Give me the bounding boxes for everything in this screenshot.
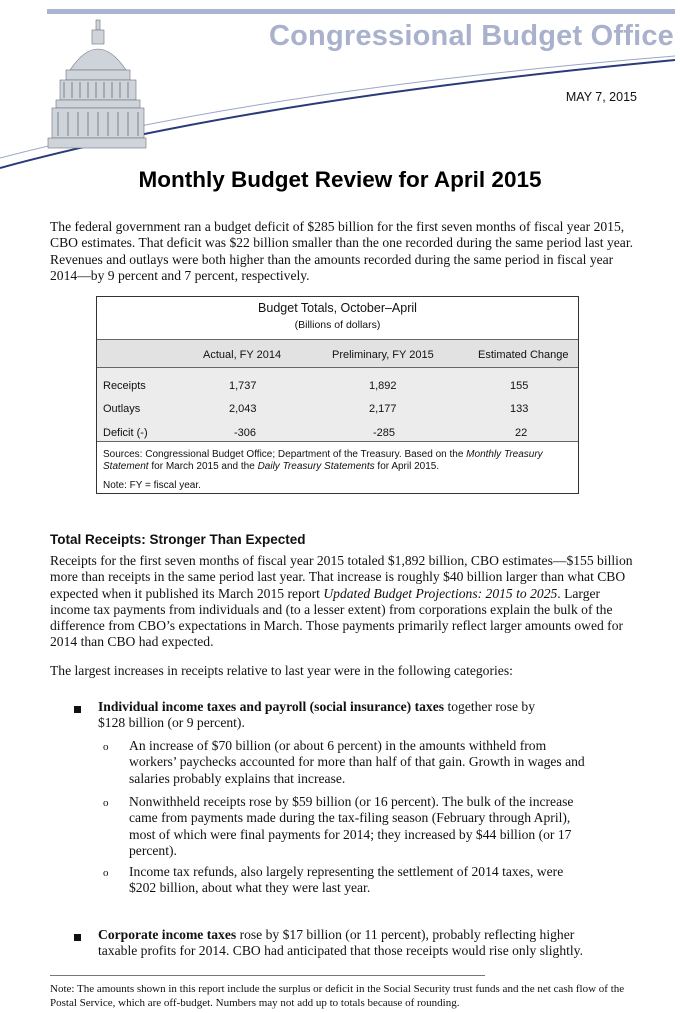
receipts-paragraph [50, 553, 640, 651]
list-item [98, 927, 588, 960]
sources-text: Sources: Congressional Budget Office; Department of the Treasury. Based on the [103, 449, 467, 460]
bullet-square-icon [74, 934, 81, 941]
budget-totals-table [96, 296, 579, 494]
column-header: Actual, FY 2014 [203, 349, 282, 361]
footnote: Note: The amounts shown in this report include the surplus or deficit in the Social Security trust funds and the net cash flow of the Postal Service, which are off-budget. Numbers may not add up to totals because of rounding. [50, 983, 625, 1009]
report-title-italic: Updated Budget Projections: 2015 to 2025 [323, 585, 558, 601]
bullet-text: rose by $17 billion (or 11 percent), probably reflecting higher taxable profits for 2014. CBO had anticipated that those receipts would rise only slightly. [98, 927, 583, 959]
table-title: Budget Totals, October–April [258, 301, 417, 315]
table-cell: 155 [510, 380, 529, 392]
row-label: Outlays [103, 403, 141, 415]
page-title: Monthly Budget Review for April 2015 [138, 167, 542, 192]
sub-list-item: An increase of $70 billion (or about 6 percent) in the amounts withheld from workers’ paychecks accounted for more than half of that gain. Growth in wages and salaries probably explains that increase. [129, 738, 585, 786]
table-cell: 2,043 [229, 403, 257, 415]
row-label: Receipts [103, 380, 146, 392]
list-item [98, 699, 538, 732]
table-note: Note: FY = fiscal year. [103, 480, 201, 491]
bullet-circle-icon: o [103, 741, 109, 753]
bullet-bold: Corporate income taxes [98, 927, 237, 942]
report-date: MAY 7, 2015 [565, 90, 637, 104]
bullet-bold: Individual income taxes and payroll (social insurance) taxes [98, 699, 445, 714]
intro-paragraph: The federal government ran a budget deficit of $285 billion for the first seven months of fiscal year 2015, CBO estimates. That deficit was $22 billion smaller than the one recorded during the same period last year. Revenues and outlays were both higher than the amounts recorded during the same period in fiscal year 2014—by 9 percent and 7 percent, respectively. [50, 219, 633, 283]
table-sources [103, 449, 573, 473]
bullet-text: together rose by $128 billion (or 9 percent). [98, 699, 536, 731]
paragraph-text: Receipts for the first seven months of fiscal year 2015 totaled $1,892 billion, CBO estimates—$155 billion more than receipts in the same period last year. That increase is roughly $40 billion larger than what CBO expected when it published its March 2015 report [50, 553, 633, 601]
section-heading: Total Receipts: Stronger Than Expected [50, 532, 306, 547]
table-subtitle: (Billions of dollars) [294, 319, 381, 331]
sub-list-item: Income tax refunds, also largely representing the settlement of 2014 taxes, were $202 billion, about what they were last year. [129, 864, 564, 896]
sources-italic: Monthly Treasury Statement [103, 449, 543, 472]
table-cell: -285 [373, 427, 396, 439]
sources-text: for March 2015 and the [148, 461, 258, 472]
sources-text: for April 2015. [374, 461, 440, 472]
column-header: Preliminary, FY 2015 [332, 349, 434, 361]
table-cell: -306 [234, 427, 257, 439]
footnote-rule [50, 975, 485, 976]
column-header: Estimated Change [478, 349, 569, 361]
table-cell: 133 [510, 403, 529, 415]
sources-italic: Daily Treasury Statements [257, 461, 375, 472]
table-cell: 2,177 [369, 403, 397, 415]
row-label: Deficit (-) [103, 427, 148, 439]
sub-list-item: Nonwithheld receipts rose by $59 billion (or 16 percent). The bulk of the increase came from payments made during the tax-filing season (February through April), most of which were final payments for 2014; they increased by $44 billion (or 17 percent). [129, 794, 574, 858]
paragraph-text: . Larger income tax payments from individuals and (to a lesser extent) from corporations explain the bulk of the difference from CBO’s expectations in March. Those payments primarily reflect larger amounts owed for 2014 than CBO had expected. [50, 585, 624, 650]
categories-intro: The largest increases in receipts relative to last year were in the following categories: [50, 663, 513, 678]
table-cell: 1,737 [229, 380, 257, 392]
bullet-circle-icon: o [103, 867, 109, 879]
table-cell: 1,892 [369, 380, 397, 392]
bullet-square-icon [74, 706, 81, 713]
table-cell: 22 [515, 427, 528, 439]
org-name: Congressional Budget Office [269, 20, 674, 52]
bullet-circle-icon: o [103, 797, 109, 809]
